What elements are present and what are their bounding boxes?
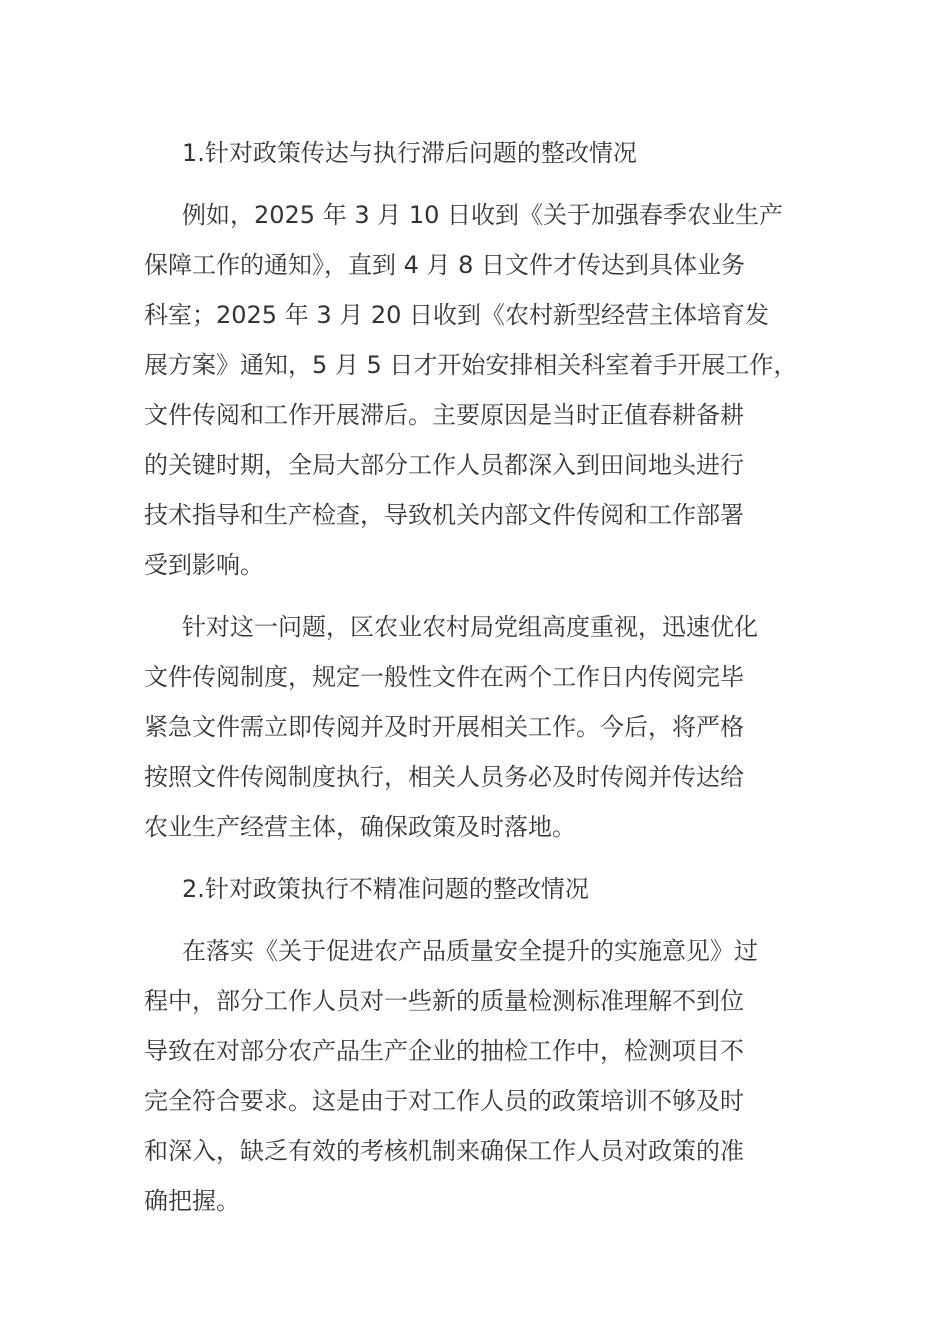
paragraph-line: 完全符合要求。这是由于对工作人员的政策培训不够及时 bbox=[144, 1087, 744, 1115]
paragraph-line: 导致在对部分农产品生产企业的抽检工作中，检测项目不 bbox=[144, 1037, 744, 1065]
paragraph-line: 技术指导和生产检查，导致机关内部文件传阅和工作部署 bbox=[144, 501, 744, 529]
paragraph-line: 针对这一问题，区农业农村局党组高度重视，迅速优化 bbox=[182, 613, 758, 641]
section-heading-1 bbox=[144, 128, 834, 178]
paragraph-line: 在落实《关于促进农产品质量安全提升的实施意见》过 bbox=[182, 937, 758, 965]
paragraph-line: 的关键时期，全局大部分工作人员都深入到田间地头进行 bbox=[144, 451, 744, 479]
heading-text: 2.针对政策执行不精准问题的整改情况 bbox=[182, 875, 589, 903]
paragraph-line: 按照文件传阅制度执行，相关人员务必及时传阅并传达给 bbox=[144, 763, 744, 791]
paragraph-line: 农业生产经营主体，确保政策及时落地。 bbox=[144, 813, 576, 841]
paragraph-line: 紧急文件需立即传阅并及时开展相关工作。今后，将严格 bbox=[144, 713, 744, 741]
heading-text: 1.针对政策传达与执行滞后问题的整改情况 bbox=[182, 139, 637, 167]
paragraph-line: 展方案》通知，5 月 5 日才开始安排相关科室着手开展工作， bbox=[144, 351, 798, 379]
paragraph-line: 程中，部分工作人员对一些新的质量检测标准理解不到位 bbox=[144, 987, 744, 1015]
paragraph-3 bbox=[144, 926, 834, 1226]
section-heading-2 bbox=[144, 864, 834, 914]
paragraph-line: 受到影响。 bbox=[144, 551, 264, 579]
paragraph-2 bbox=[144, 602, 834, 852]
paragraph-line: 科室；2025 年 3 月 20 日收到《农村新型经营主体培育发 bbox=[144, 301, 770, 329]
paragraph-line: 和深入，缺乏有效的考核机制来确保工作人员对政策的准 bbox=[144, 1137, 744, 1165]
paragraph-line: 文件传阅制度，规定一般性文件在两个工作日内传阅完毕 bbox=[144, 663, 744, 691]
paragraph-line: 例如，2025 年 3 月 10 日收到《关于加强春季农业生产 bbox=[182, 201, 784, 229]
paragraph-line: 文件传阅和工作开展滞后。主要原因是当时正值春耕备耕 bbox=[144, 401, 744, 429]
paragraph-line: 保障工作的通知》，直到 4 月 8 日文件才传达到具体业务 bbox=[144, 251, 746, 279]
document-page bbox=[144, 128, 834, 1238]
paragraph-1 bbox=[144, 190, 834, 590]
paragraph-line: 确把握。 bbox=[144, 1187, 240, 1215]
